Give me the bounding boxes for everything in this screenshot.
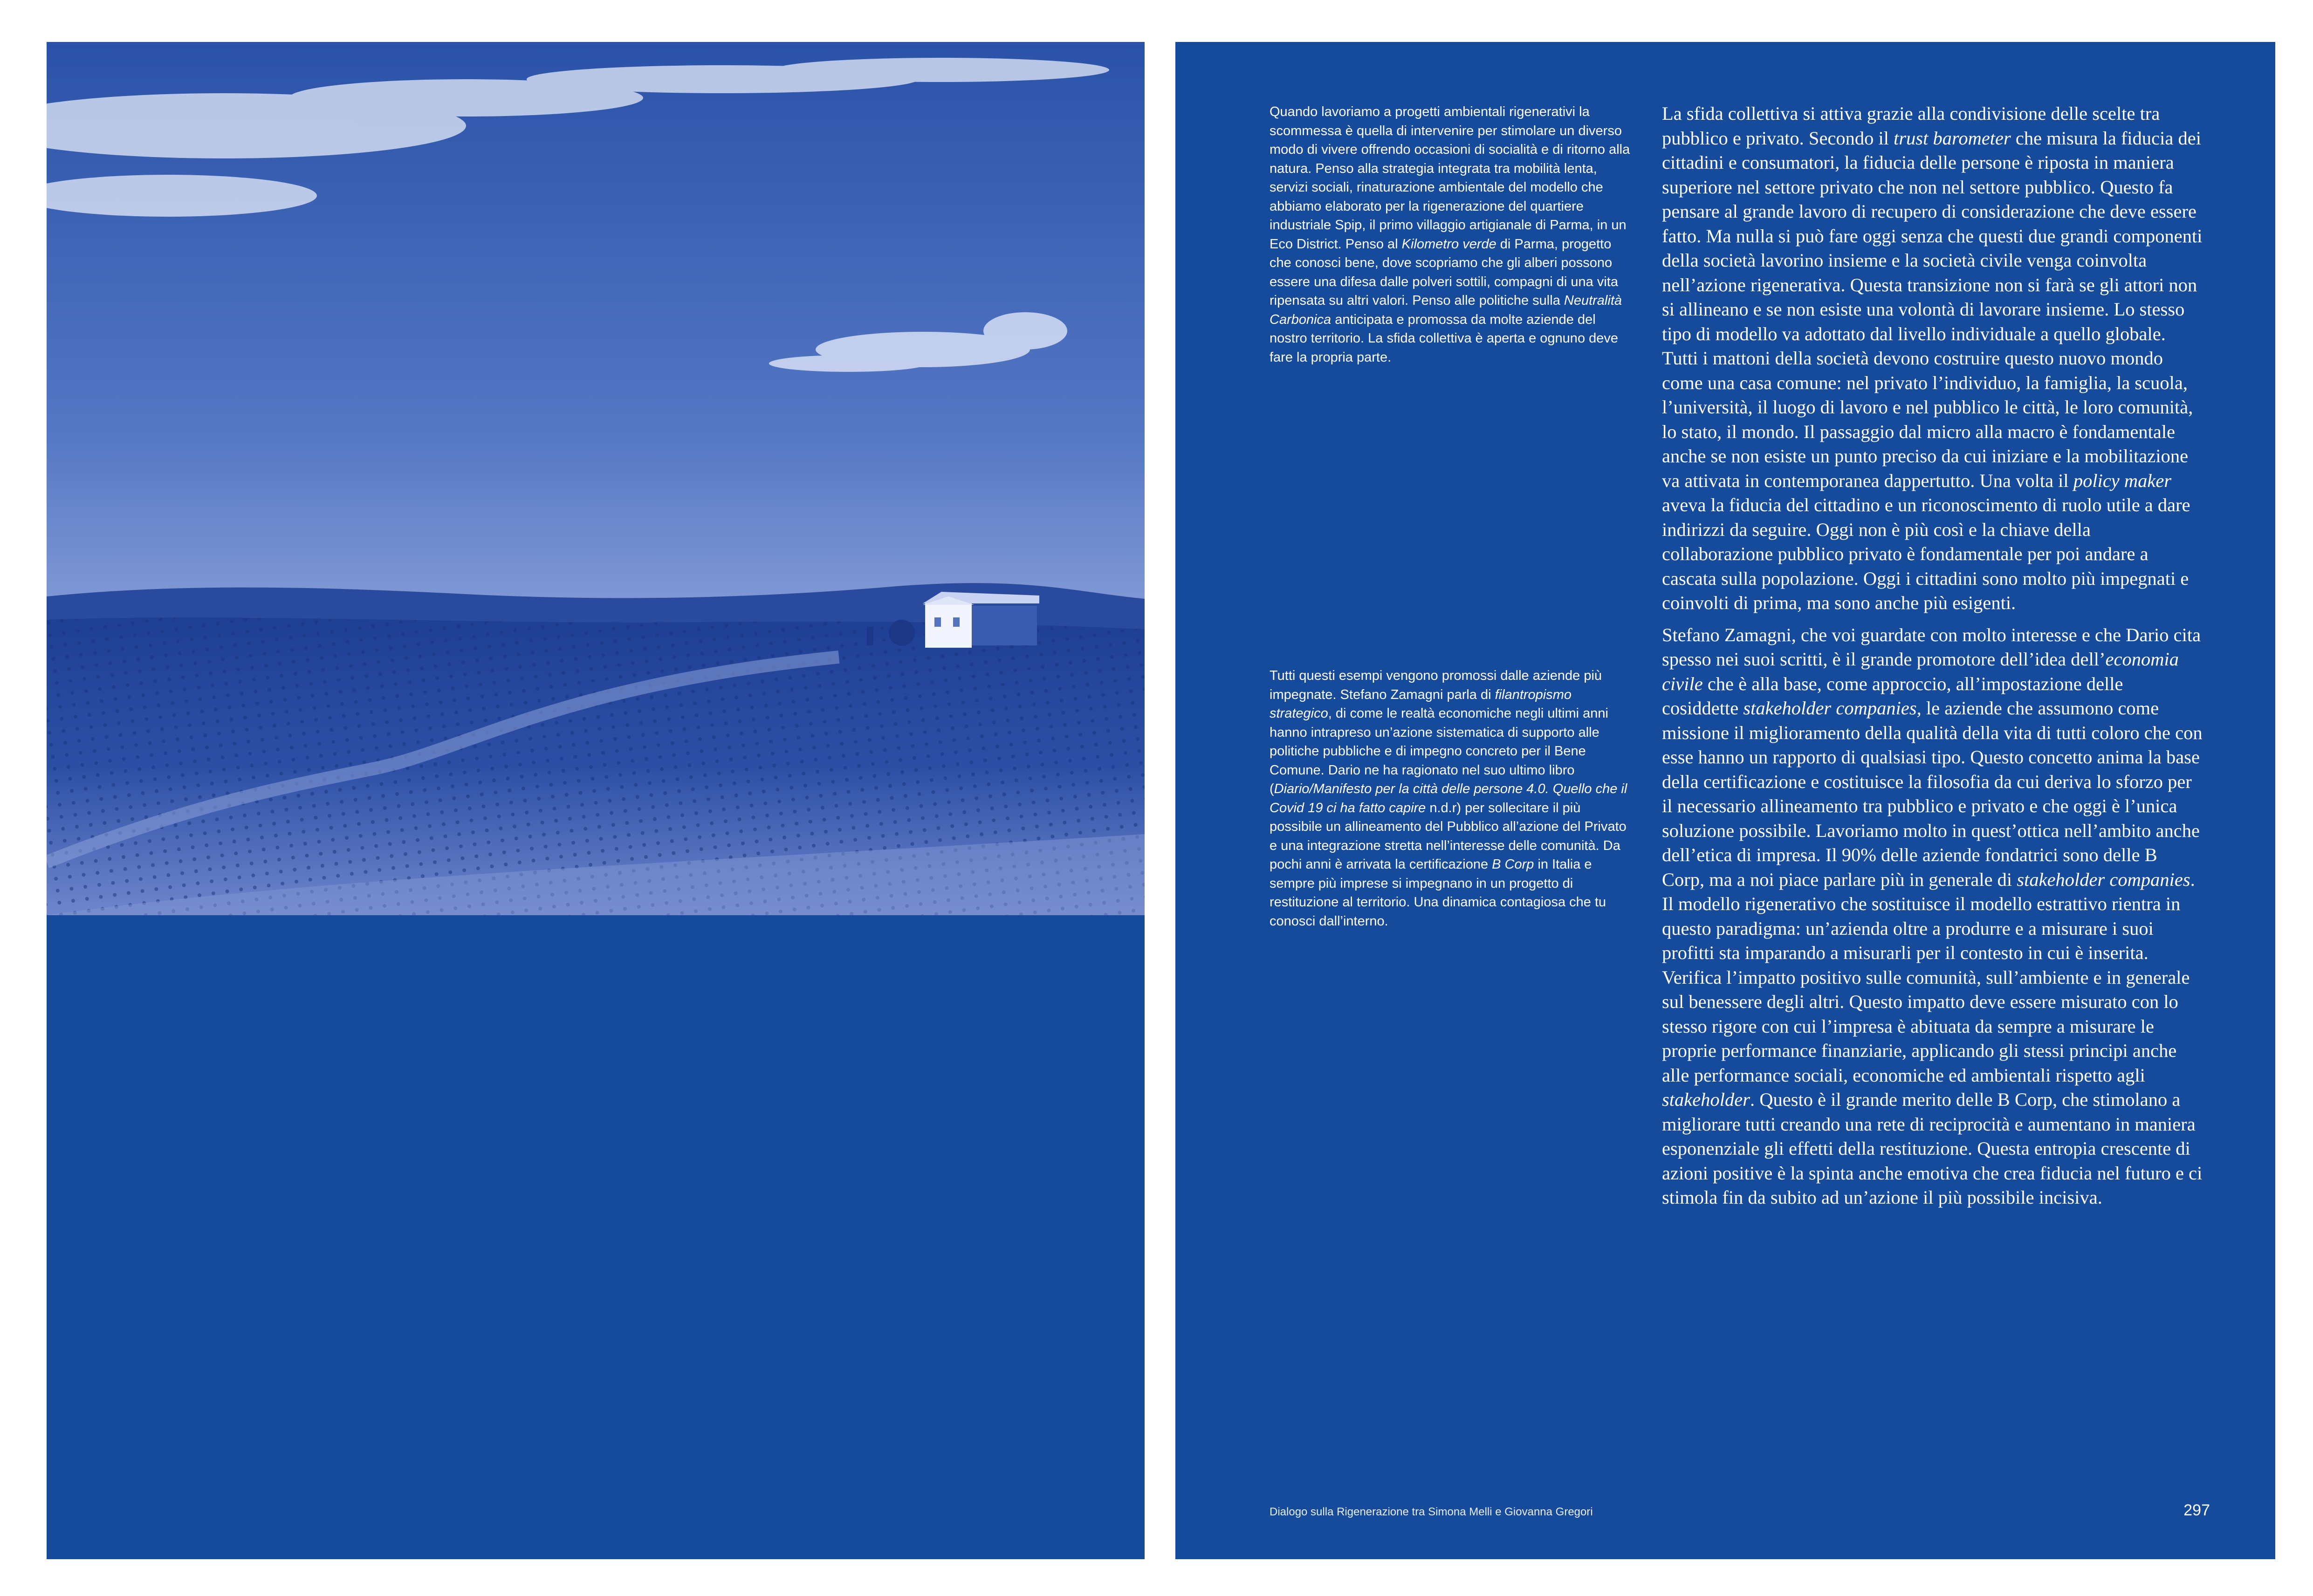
sidebar-paragraph: [1270, 103, 1633, 367]
italic-run: Kilometro verde: [1401, 236, 1496, 252]
text-run: che misura la fiducia dei cittadini e consumatori, la fiducia delle persone è riposta in maniera superiore nel settore privato che non nel settore pubblico. Questo fa pensare al grande lavoro di recupero di considerazione che deve essere fatto. Ma nulla si può fare oggi senza che questi due grandi componenti della società lavorino insieme e la società civile venga coinvolta nell’azione rigenerativa. Questa transizione non si farà se gli attori non si allineano e se non esiste una volontà di lavorare insieme. Lo stesso tipo di modello va adottato dal livello individuale a quello globale. Tutti i mattoni della società devono costruire questo nuovo mondo come una casa comune: nel privato l’individuo, la famiglia, la scuola, l’università, il luogo di lavoro e nel pubblico le città, le loro comunità, lo stato, il mondo. Il passaggio dal micro alla macro è fondamentale anche se non esiste un punto preciso da cui iniziare e la mobilitazione va attivata in contemporanea dappertutto. Una volta il: [1662, 127, 2203, 491]
sidebar-paragraph: [1270, 666, 1633, 931]
italic-run: Neutralità Carbonica: [1270, 293, 1622, 327]
italic-run: filantropismo strategico: [1270, 687, 1572, 721]
text-run: anticipata e promossa da molte aziende del nostro territorio. La sfida collettiva è aperta e ognuno deve fare la propria parte.: [1270, 312, 1619, 365]
text-run: Tutti questi esempi vengono promossi dalle aziende più impegnate. Stefano Zamagni parla di: [1270, 668, 1602, 702]
text-run: La sfida collettiva si attiva grazie alla condivisione delle scelte tra pubblico e privato. Secondo il: [1662, 103, 2160, 149]
left-page: [47, 42, 1145, 1559]
italic-run: B Corp: [1492, 857, 1534, 872]
text-run: . Questo è il grande merito delle B Corp, che stimolano a migliorare tutti creando una rete di reciprocità e aumentano in maniera esponenziale gli effetti della restituzione. Questa entropia crescente di azioni positive è la spinta anche emotiva che crea fiducia nel futuro e ci stimola fin da subito ad un’azione il più possibile incisiva.: [1662, 1089, 2203, 1208]
italic-run: policy maker: [2073, 470, 2172, 491]
italic-run: trust barometer: [1894, 127, 2011, 149]
italic-run: Diario/Manifesto per la città delle persone 4.0. Quello che il Covid 19 ci ha fatto capire: [1270, 781, 1627, 815]
sidebar-text-2: [1270, 666, 1633, 931]
sidebar-text-1: [1270, 103, 1633, 367]
text-run: . Il modello rigenerativo che sostituisce il modello estrattivo rientra in questo paradigma: un’azienda oltre a produrre e a misurare i suoi profitti sta imparando a misurarli per il contesto in cui è inserita. Verifica l’impatto positivo sulle comunità, sull’ambiente e in generale sul benessere degli altri. Questo impatto deve essere misurato con lo stesso rigore con cui l’impresa è abituata da sempre a misurare le proprie performance finanziarie, applicando gli stessi principi anche alle performance sociali, economiche ed ambientali rispetto agli: [1662, 869, 2195, 1086]
text-run: che è alla base, come approccio, all’impostazione delle cosiddette: [1662, 673, 2123, 719]
landscape-photo: [47, 42, 1145, 915]
italic-run: stakeholder companies: [2017, 869, 2190, 890]
text-run: in Italia e sempre più imprese si impegnano in un progetto di restituzione al territorio. Una dinamica contagiosa che tu conosci dall’interno.: [1270, 857, 1606, 929]
main-paragraph-1: [1662, 102, 2203, 616]
italic-run: economia civile: [1662, 649, 2179, 694]
footer-caption: Dialogo sulla Rigenerazione tra Simona Melli e Giovanna Gregori: [1270, 1506, 1593, 1518]
text-run: n.d.r) per sollecitare il più possibile un allineamento del Pubblico all’azione del Privato e una integrazione stretta nell’interesse delle comunità. Da pochi anni è arrivata la certificazione: [1270, 800, 1627, 872]
text-run: Stefano Zamagni, che voi guardate con molto interesse e che Dario cita spesso nei suoi scritti, è il grande promotore dell’idea dell’: [1662, 624, 2201, 670]
italic-run: stakeholder companies,: [1743, 698, 1922, 719]
main-text-column: [1662, 102, 2203, 1210]
text-run: , di come le realtà economiche negli ultimi anni hanno intrapreso un’azione sistematica di supporto alle politiche pubbliche e di impegno concreto per il Bene Comune. Dario ne ha ragionato nel suo ultimo libro (: [1270, 706, 1608, 796]
text-run: le aziende che assumono come missione il miglioramento della qualità della vita di tutti coloro che con esse hanno un rapporto di qualsiasi tipo. Questo concetto anima la base della certificazione e costituisce la filosofia da cui deriva lo sforzo per il necessario allineamento tra pubblico e privato e che oggi è l’unica soluzione possibile. Lavoriamo molto in quest’ottica nell’ambito anche dell’etica di impresa. Il 90% delle aziende fondatrici sono delle B Corp, ma a noi piace parlare più in generale di: [1662, 698, 2203, 890]
main-paragraph-2: [1662, 623, 2203, 1210]
text-run: aveva la fiducia del cittadino e un riconoscimento di ruolo utile a dare indirizzi da seguire. Oggi non è più così e la chiave della collaborazione pubblico privato è fondamentale per poi andare a cascata sulla popolazione. Oggi i cittadini sono molto più impegnati e coinvolti di prima, ma sono anche più esigenti.: [1662, 494, 2190, 613]
right-page: [1175, 42, 2275, 1559]
page-number: 297: [2183, 1501, 2210, 1519]
text-run: di Parma, progetto che conosci bene, dove scopriamo che gli alberi possono essere una difesa dalle polveri sottili, compagni di una vita ripensata su altri valori. Penso alle politiche sulla: [1270, 236, 1618, 308]
italic-run: stakeholder: [1662, 1089, 1750, 1110]
text-run: Quando lavoriamo a progetti ambientali rigenerativi la scommessa è quella di intervenire per stimolare un diverso modo di vivere offrendo occasioni di socialità e di ritorno alla natura. Penso alla strategia integrata tra mobilità lenta, servizi sociali, rinaturazione ambientale del modello che abbiamo elaborato per la rigenerazione del quartiere industriale Spip, il primo villaggio artigianale di Parma, in un Eco District. Penso al: [1270, 104, 1630, 252]
